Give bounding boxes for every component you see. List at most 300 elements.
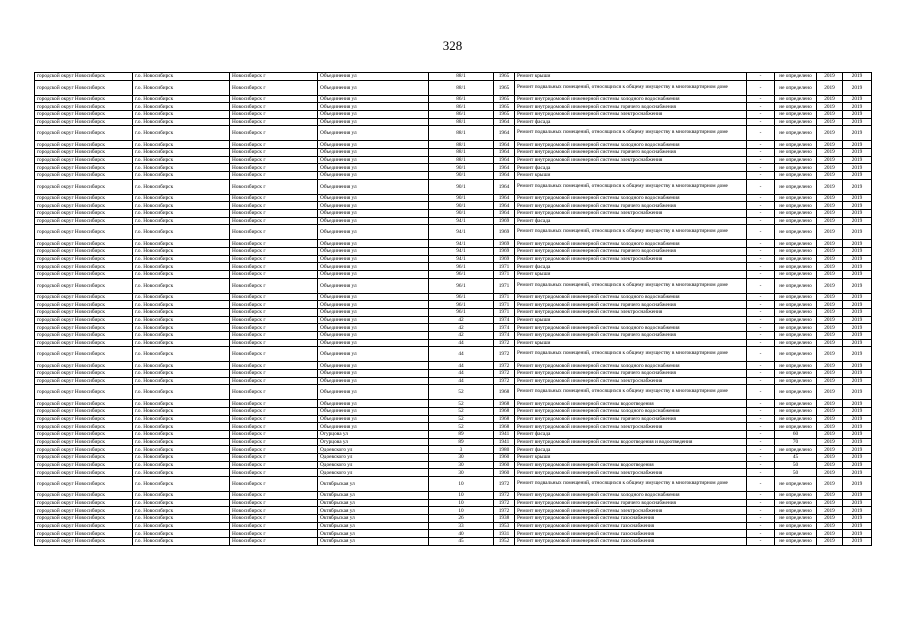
district-cell: городской округ Новосибирск bbox=[35, 331, 133, 339]
house-number-cell: 88/1 bbox=[429, 156, 494, 164]
district-cell: городской округ Новосибирск bbox=[35, 308, 133, 316]
district-cell: городской округ Новосибирск bbox=[35, 80, 133, 95]
build-year-cell: 1974 bbox=[494, 316, 515, 324]
street-cell: Объединения ул bbox=[318, 247, 429, 255]
build-year-cell: 1971 bbox=[494, 263, 515, 271]
work-type-cell: Ремонт подвальных помещений, относящихся к общему имуществу в многоквартирном доме bbox=[515, 385, 747, 400]
year-start-cell: 2019 bbox=[817, 103, 843, 111]
dash-cell: - bbox=[747, 491, 775, 499]
table-row bbox=[35, 507, 872, 515]
district-cell: городской округ Новосибирск bbox=[35, 95, 133, 103]
street-cell: Объединения ул bbox=[318, 293, 429, 301]
municipality-cell: г.о. Новосибирск bbox=[133, 515, 230, 523]
year-start-cell: 2019 bbox=[817, 110, 843, 118]
dash-cell: - bbox=[747, 293, 775, 301]
year-start-cell: 2019 bbox=[817, 491, 843, 499]
work-type-cell: Ремонт крыши bbox=[515, 316, 747, 324]
district-cell: городской округ Новосибирск bbox=[35, 324, 133, 332]
cost-cell: не определено bbox=[775, 118, 817, 126]
street-cell: Объединения ул bbox=[318, 240, 429, 248]
table-row bbox=[35, 126, 872, 141]
table-row bbox=[35, 491, 872, 499]
table-row bbox=[35, 301, 872, 309]
dash-cell: - bbox=[747, 400, 775, 408]
build-year-cell: 1941 bbox=[494, 438, 515, 446]
district-cell: городской округ Новосибирск bbox=[35, 347, 133, 362]
dash-cell: - bbox=[747, 255, 775, 263]
work-type-cell: Ремонт внутридомовой инженерной системы водоотведения и водоотведения bbox=[515, 438, 747, 446]
street-cell: Объединения ул bbox=[318, 95, 429, 103]
work-type-cell: Ремонт подвальных помещений, относящихся к общему имуществу в многоквартирном доме bbox=[515, 278, 747, 293]
municipality-cell: г.о. Новосибирск bbox=[133, 270, 230, 278]
cost-cell: не определено bbox=[775, 263, 817, 271]
work-type-cell: Ремонт внутридомовой инженерной системы электроснабжения bbox=[515, 377, 747, 385]
year-end-cell: 2019 bbox=[843, 240, 872, 248]
district-cell: городской округ Новосибирск bbox=[35, 446, 133, 454]
year-end-cell: 2019 bbox=[843, 301, 872, 309]
city-cell: Новосибирск г bbox=[230, 240, 318, 248]
street-cell: Объединения ул bbox=[318, 202, 429, 210]
work-type-cell: Ремонт внутридомовой инженерной системы водоотведения bbox=[515, 400, 747, 408]
house-number-cell: 96/1 bbox=[429, 278, 494, 293]
city-cell: Новосибирск г bbox=[230, 278, 318, 293]
house-number-cell: 10 bbox=[429, 477, 494, 492]
work-type-cell: Ремонт внутридомовой инженерной системы горячего водоснабжения bbox=[515, 202, 747, 210]
cost-cell: не определено bbox=[775, 415, 817, 423]
house-number-cell: 90/1 bbox=[429, 194, 494, 202]
street-cell: Объединения ул bbox=[318, 209, 429, 217]
house-number-cell: 44 bbox=[429, 339, 494, 347]
table-row bbox=[35, 499, 872, 507]
build-year-cell: 1964 bbox=[494, 164, 515, 172]
dash-cell: - bbox=[747, 110, 775, 118]
street-cell: Объединения ул bbox=[318, 179, 429, 194]
dash-cell: - bbox=[747, 522, 775, 530]
municipality-cell: г.о. Новосибирск bbox=[133, 522, 230, 530]
cost-cell: не определено bbox=[775, 103, 817, 111]
district-cell: городской округ Новосибирск bbox=[35, 316, 133, 324]
district-cell: городской округ Новосибирск bbox=[35, 247, 133, 255]
work-type-cell: Ремонт фасада bbox=[515, 164, 747, 172]
table-row bbox=[35, 316, 872, 324]
year-start-cell: 2019 bbox=[817, 316, 843, 324]
table-row bbox=[35, 347, 872, 362]
table-row bbox=[35, 209, 872, 217]
table-row bbox=[35, 522, 872, 530]
dash-cell: - bbox=[747, 538, 775, 546]
house-number-cell: 88/1 bbox=[429, 126, 494, 141]
dash-cell: - bbox=[747, 362, 775, 370]
cost-cell: не определено bbox=[775, 278, 817, 293]
dash-cell: - bbox=[747, 438, 775, 446]
cost-cell: не определено bbox=[775, 499, 817, 507]
street-cell: Объединения ул bbox=[318, 164, 429, 172]
build-year-cell: 1931 bbox=[494, 530, 515, 538]
year-end-cell: 2019 bbox=[843, 331, 872, 339]
work-type-cell: Ремонт внутридомовой инженерной системы газоснабжения bbox=[515, 538, 747, 546]
house-number-cell: 30 bbox=[429, 461, 494, 469]
table-row bbox=[35, 240, 872, 248]
work-type-cell: Ремонт крыши bbox=[515, 339, 747, 347]
house-number-cell: 30 bbox=[429, 469, 494, 477]
build-year-cell: 1965 bbox=[494, 80, 515, 95]
table-row bbox=[35, 103, 872, 111]
street-cell: Октябрьская ул bbox=[318, 530, 429, 538]
street-cell: Одоевского ул bbox=[318, 446, 429, 454]
year-end-cell: 2019 bbox=[843, 293, 872, 301]
cost-cell: не определено bbox=[775, 301, 817, 309]
municipality-cell: г.о. Новосибирск bbox=[133, 255, 230, 263]
work-type-cell: Ремонт фасада bbox=[515, 217, 747, 225]
table-row bbox=[35, 263, 872, 271]
city-cell: Новосибирск г bbox=[230, 171, 318, 179]
year-start-cell: 2019 bbox=[817, 331, 843, 339]
street-cell: Объединения ул bbox=[318, 148, 429, 156]
dash-cell: - bbox=[747, 477, 775, 492]
work-type-cell: Ремонт внутридомовой инженерной системы электроснабжения bbox=[515, 209, 747, 217]
work-type-cell: Ремонт внутридомовой инженерной системы газоснабжения bbox=[515, 522, 747, 530]
city-cell: Новосибирск г bbox=[230, 324, 318, 332]
dash-cell: - bbox=[747, 126, 775, 141]
year-end-cell: 2019 bbox=[843, 118, 872, 126]
street-cell: Октябрьская ул bbox=[318, 507, 429, 515]
house-number-cell: 89 bbox=[429, 438, 494, 446]
house-number-cell: 52 bbox=[429, 423, 494, 431]
street-cell: Объединения ул bbox=[318, 270, 429, 278]
cost-cell: 60 bbox=[775, 430, 817, 438]
street-cell: Октябрьская ул bbox=[318, 522, 429, 530]
year-end-cell: 2019 bbox=[843, 156, 872, 164]
house-number-cell: 94/1 bbox=[429, 240, 494, 248]
municipality-cell: г.о. Новосибирск bbox=[133, 217, 230, 225]
dash-cell: - bbox=[747, 164, 775, 172]
cost-cell: не определено bbox=[775, 95, 817, 103]
table-row bbox=[35, 255, 872, 263]
municipality-cell: г.о. Новосибирск bbox=[133, 423, 230, 431]
table-row bbox=[35, 339, 872, 347]
cost-cell: не определено bbox=[775, 164, 817, 172]
year-start-cell: 2019 bbox=[817, 255, 843, 263]
house-number-cell: 88/1 bbox=[429, 118, 494, 126]
table-row bbox=[35, 293, 872, 301]
year-start-cell: 2019 bbox=[817, 385, 843, 400]
district-cell: городской округ Новосибирск bbox=[35, 522, 133, 530]
street-cell: Одоевского ул bbox=[318, 461, 429, 469]
cost-cell: не определено bbox=[775, 507, 817, 515]
year-start-cell: 2019 bbox=[817, 263, 843, 271]
dash-cell: - bbox=[747, 270, 775, 278]
municipality-cell: г.о. Новосибирск bbox=[133, 95, 230, 103]
year-end-cell: 2019 bbox=[843, 515, 872, 523]
work-type-cell: Ремонт внутридомовой инженерной системы электроснабжения bbox=[515, 156, 747, 164]
house-number-cell: 3 bbox=[429, 446, 494, 454]
year-end-cell: 2019 bbox=[843, 278, 872, 293]
build-year-cell: 1964 bbox=[494, 179, 515, 194]
dash-cell: - bbox=[747, 316, 775, 324]
year-end-cell: 2019 bbox=[843, 141, 872, 149]
district-cell: городской округ Новосибирск bbox=[35, 385, 133, 400]
work-type-cell: Ремонт подвальных помещений, относящихся к общему имуществу в многоквартирном доме bbox=[515, 80, 747, 95]
district-cell: городской округ Новосибирск bbox=[35, 270, 133, 278]
district-cell: городской округ Новосибирск bbox=[35, 430, 133, 438]
year-end-cell: 2019 bbox=[843, 225, 872, 240]
dash-cell: - bbox=[747, 179, 775, 194]
cost-cell: не определено bbox=[775, 347, 817, 362]
city-cell: Новосибирск г bbox=[230, 217, 318, 225]
year-end-cell: 2019 bbox=[843, 347, 872, 362]
house-number-cell: 52 bbox=[429, 400, 494, 408]
year-start-cell: 2019 bbox=[817, 80, 843, 95]
city-cell: Новосибирск г bbox=[230, 438, 318, 446]
municipality-cell: г.о. Новосибирск bbox=[133, 103, 230, 111]
cost-cell: не определено bbox=[775, 423, 817, 431]
year-start-cell: 2019 bbox=[817, 209, 843, 217]
district-cell: городской округ Новосибирск bbox=[35, 530, 133, 538]
cost-cell: не определено bbox=[775, 339, 817, 347]
dash-cell: - bbox=[747, 446, 775, 454]
city-cell: Новосибирск г bbox=[230, 194, 318, 202]
year-end-cell: 2019 bbox=[843, 507, 872, 515]
municipality-cell: г.о. Новосибирск bbox=[133, 339, 230, 347]
dash-cell: - bbox=[747, 148, 775, 156]
cost-cell: не определено bbox=[775, 316, 817, 324]
dash-cell: - bbox=[747, 217, 775, 225]
house-number-cell: 86/1 bbox=[429, 95, 494, 103]
house-number-cell: 44 bbox=[429, 347, 494, 362]
table-row bbox=[35, 438, 872, 446]
year-start-cell: 2019 bbox=[817, 377, 843, 385]
street-cell: Объединения ул bbox=[318, 156, 429, 164]
build-year-cell: 1964 bbox=[494, 148, 515, 156]
street-cell: Объединения ул bbox=[318, 118, 429, 126]
year-end-cell: 2019 bbox=[843, 491, 872, 499]
city-cell: Новосибирск г bbox=[230, 499, 318, 507]
work-type-cell: Ремонт внутридомовой инженерной системы холодного водоснабжения bbox=[515, 491, 747, 499]
build-year-cell: 1960 bbox=[494, 453, 515, 461]
municipality-cell: г.о. Новосибирск bbox=[133, 164, 230, 172]
house-number-cell: 52 bbox=[429, 415, 494, 423]
work-type-cell: Ремонт фасада bbox=[515, 263, 747, 271]
street-cell: Объединения ул bbox=[318, 423, 429, 431]
city-cell: Новосибирск г bbox=[230, 469, 318, 477]
year-start-cell: 2019 bbox=[817, 202, 843, 210]
build-year-cell: 1960 bbox=[494, 461, 515, 469]
work-type-cell: Ремонт внутридомовой инженерной системы электроснабжения bbox=[515, 423, 747, 431]
municipality-cell: г.о. Новосибирск bbox=[133, 469, 230, 477]
cost-cell: не определено bbox=[775, 247, 817, 255]
district-cell: городской округ Новосибирск bbox=[35, 164, 133, 172]
municipality-cell: г.о. Новосибирск bbox=[133, 225, 230, 240]
house-number-cell: 88/1 bbox=[429, 73, 494, 81]
dash-cell: - bbox=[747, 247, 775, 255]
build-year-cell: 1972 bbox=[494, 339, 515, 347]
district-cell: городской округ Новосибирск bbox=[35, 179, 133, 194]
municipality-cell: г.о. Новосибирск bbox=[133, 499, 230, 507]
year-end-cell: 2019 bbox=[843, 400, 872, 408]
year-end-cell: 2019 bbox=[843, 461, 872, 469]
municipality-cell: г.о. Новосибирск bbox=[133, 461, 230, 469]
year-end-cell: 2019 bbox=[843, 316, 872, 324]
year-end-cell: 2019 bbox=[843, 324, 872, 332]
year-end-cell: 2019 bbox=[843, 80, 872, 95]
year-end-cell: 2019 bbox=[843, 308, 872, 316]
year-start-cell: 2019 bbox=[817, 461, 843, 469]
dash-cell: - bbox=[747, 202, 775, 210]
build-year-cell: 1968 bbox=[494, 423, 515, 431]
table-row bbox=[35, 95, 872, 103]
table-body bbox=[35, 73, 872, 546]
year-start-cell: 2019 bbox=[817, 438, 843, 446]
municipality-cell: г.о. Новосибирск bbox=[133, 209, 230, 217]
work-type-cell: Ремонт фасада bbox=[515, 430, 747, 438]
dash-cell: - bbox=[747, 263, 775, 271]
build-year-cell: 1971 bbox=[494, 301, 515, 309]
district-cell: городской округ Новосибирск bbox=[35, 339, 133, 347]
city-cell: Новосибирск г bbox=[230, 316, 318, 324]
dash-cell: - bbox=[747, 225, 775, 240]
work-type-cell: Ремонт крыши bbox=[515, 171, 747, 179]
house-number-cell: 44 bbox=[429, 377, 494, 385]
municipality-cell: г.о. Новосибирск bbox=[133, 453, 230, 461]
municipality-cell: г.о. Новосибирск bbox=[133, 80, 230, 95]
house-number-cell: 30 bbox=[429, 453, 494, 461]
work-type-cell: Ремонт внутридомовой инженерной системы холодного водоснабжения bbox=[515, 407, 747, 415]
dash-cell: - bbox=[747, 530, 775, 538]
table-row bbox=[35, 377, 872, 385]
cost-cell: не определено bbox=[775, 377, 817, 385]
work-type-cell: Ремонт крыши bbox=[515, 453, 747, 461]
cost-cell: не определено bbox=[775, 240, 817, 248]
dash-cell: - bbox=[747, 369, 775, 377]
city-cell: Новосибирск г bbox=[230, 80, 318, 95]
build-year-cell: 1938 bbox=[494, 515, 515, 523]
house-number-cell: 94/1 bbox=[429, 217, 494, 225]
year-end-cell: 2019 bbox=[843, 415, 872, 423]
table-row bbox=[35, 538, 872, 546]
table-row bbox=[35, 369, 872, 377]
year-end-cell: 2019 bbox=[843, 148, 872, 156]
street-cell: Объединения ул bbox=[318, 217, 429, 225]
dash-cell: - bbox=[747, 507, 775, 515]
page-number: 328 bbox=[442, 38, 463, 53]
city-cell: Новосибирск г bbox=[230, 247, 318, 255]
city-cell: Новосибирск г bbox=[230, 446, 318, 454]
year-start-cell: 2019 bbox=[817, 141, 843, 149]
table-row bbox=[35, 141, 872, 149]
municipality-cell: г.о. Новосибирск bbox=[133, 477, 230, 492]
year-start-cell: 2019 bbox=[817, 148, 843, 156]
year-end-cell: 2019 bbox=[843, 171, 872, 179]
build-year-cell: 1965 bbox=[494, 95, 515, 103]
build-year-cell: 1974 bbox=[494, 331, 515, 339]
table-row bbox=[35, 217, 872, 225]
work-type-cell: Ремонт внутридомовой инженерной системы электроснабжения bbox=[515, 507, 747, 515]
municipality-cell: г.о. Новосибирск bbox=[133, 293, 230, 301]
city-cell: Новосибирск г bbox=[230, 95, 318, 103]
table-row bbox=[35, 430, 872, 438]
year-end-cell: 2019 bbox=[843, 438, 872, 446]
year-start-cell: 2019 bbox=[817, 73, 843, 81]
year-start-cell: 2019 bbox=[817, 247, 843, 255]
municipality-cell: г.о. Новосибирск bbox=[133, 126, 230, 141]
street-cell: Октябрьская ул bbox=[318, 515, 429, 523]
table-row bbox=[35, 194, 872, 202]
street-cell: Объединения ул bbox=[318, 347, 429, 362]
cost-cell: 70 bbox=[775, 438, 817, 446]
year-end-cell: 2019 bbox=[843, 194, 872, 202]
municipality-cell: г.о. Новосибирск bbox=[133, 202, 230, 210]
house-number-cell: 88/1 bbox=[429, 141, 494, 149]
house-number-cell: 94/1 bbox=[429, 255, 494, 263]
house-number-cell: 90/1 bbox=[429, 209, 494, 217]
work-type-cell: Ремонт внутридомовой инженерной системы электроснабжения bbox=[515, 110, 747, 118]
district-cell: городской округ Новосибирск bbox=[35, 538, 133, 546]
year-start-cell: 2019 bbox=[817, 469, 843, 477]
build-year-cell: 1968 bbox=[494, 407, 515, 415]
cost-cell: не определено bbox=[775, 522, 817, 530]
cost-cell: не определено bbox=[775, 369, 817, 377]
street-cell: Объединения ул bbox=[318, 278, 429, 293]
city-cell: Новосибирск г bbox=[230, 522, 318, 530]
dash-cell: - bbox=[747, 278, 775, 293]
build-year-cell: 1968 bbox=[494, 385, 515, 400]
house-number-cell: 88/1 bbox=[429, 148, 494, 156]
district-cell: городской округ Новосибирск bbox=[35, 369, 133, 377]
municipality-cell: г.о. Новосибирск bbox=[133, 538, 230, 546]
house-number-cell: 52 bbox=[429, 385, 494, 400]
municipality-cell: г.о. Новосибирск bbox=[133, 156, 230, 164]
build-year-cell: 1971 bbox=[494, 308, 515, 316]
street-cell: Объединения ул bbox=[318, 103, 429, 111]
cost-cell: не определено bbox=[775, 515, 817, 523]
district-cell: городской округ Новосибирск bbox=[35, 255, 133, 263]
street-cell: Объединения ул bbox=[318, 407, 429, 415]
work-type-cell: Ремонт внутридомовой инженерной системы водоотведения bbox=[515, 461, 747, 469]
work-type-cell: Ремонт внутридомовой инженерной системы холодного водоснабжения bbox=[515, 324, 747, 332]
dash-cell: - bbox=[747, 141, 775, 149]
table-row bbox=[35, 118, 872, 126]
cost-cell: не определено bbox=[775, 171, 817, 179]
year-end-cell: 2019 bbox=[843, 110, 872, 118]
city-cell: Новосибирск г bbox=[230, 423, 318, 431]
table-row bbox=[35, 80, 872, 95]
year-end-cell: 2019 bbox=[843, 263, 872, 271]
house-number-cell: 96/1 bbox=[429, 263, 494, 271]
year-end-cell: 2019 bbox=[843, 179, 872, 194]
street-cell: Октябрьская ул bbox=[318, 499, 429, 507]
table-row bbox=[35, 461, 872, 469]
build-year-cell: 1941 bbox=[494, 430, 515, 438]
house-number-cell: 90/1 bbox=[429, 164, 494, 172]
work-type-cell: Ремонт внутридомовой инженерной системы газоснабжения bbox=[515, 530, 747, 538]
cost-cell: не определено bbox=[775, 530, 817, 538]
build-year-cell: 1972 bbox=[494, 369, 515, 377]
year-start-cell: 2019 bbox=[817, 324, 843, 332]
cost-cell: не определено bbox=[775, 293, 817, 301]
year-start-cell: 2019 bbox=[817, 164, 843, 172]
work-type-cell: Ремонт внутридомовой инженерной системы горячего водоснабжения bbox=[515, 301, 747, 309]
table-row bbox=[35, 331, 872, 339]
year-start-cell: 2019 bbox=[817, 126, 843, 141]
build-year-cell: 1953 bbox=[494, 522, 515, 530]
house-number-cell: 10 bbox=[429, 491, 494, 499]
build-year-cell: 1964 bbox=[494, 126, 515, 141]
street-cell: Объединения ул bbox=[318, 141, 429, 149]
build-year-cell: 1974 bbox=[494, 324, 515, 332]
dash-cell: - bbox=[747, 194, 775, 202]
city-cell: Новосибирск г bbox=[230, 73, 318, 81]
district-cell: городской округ Новосибирск bbox=[35, 507, 133, 515]
